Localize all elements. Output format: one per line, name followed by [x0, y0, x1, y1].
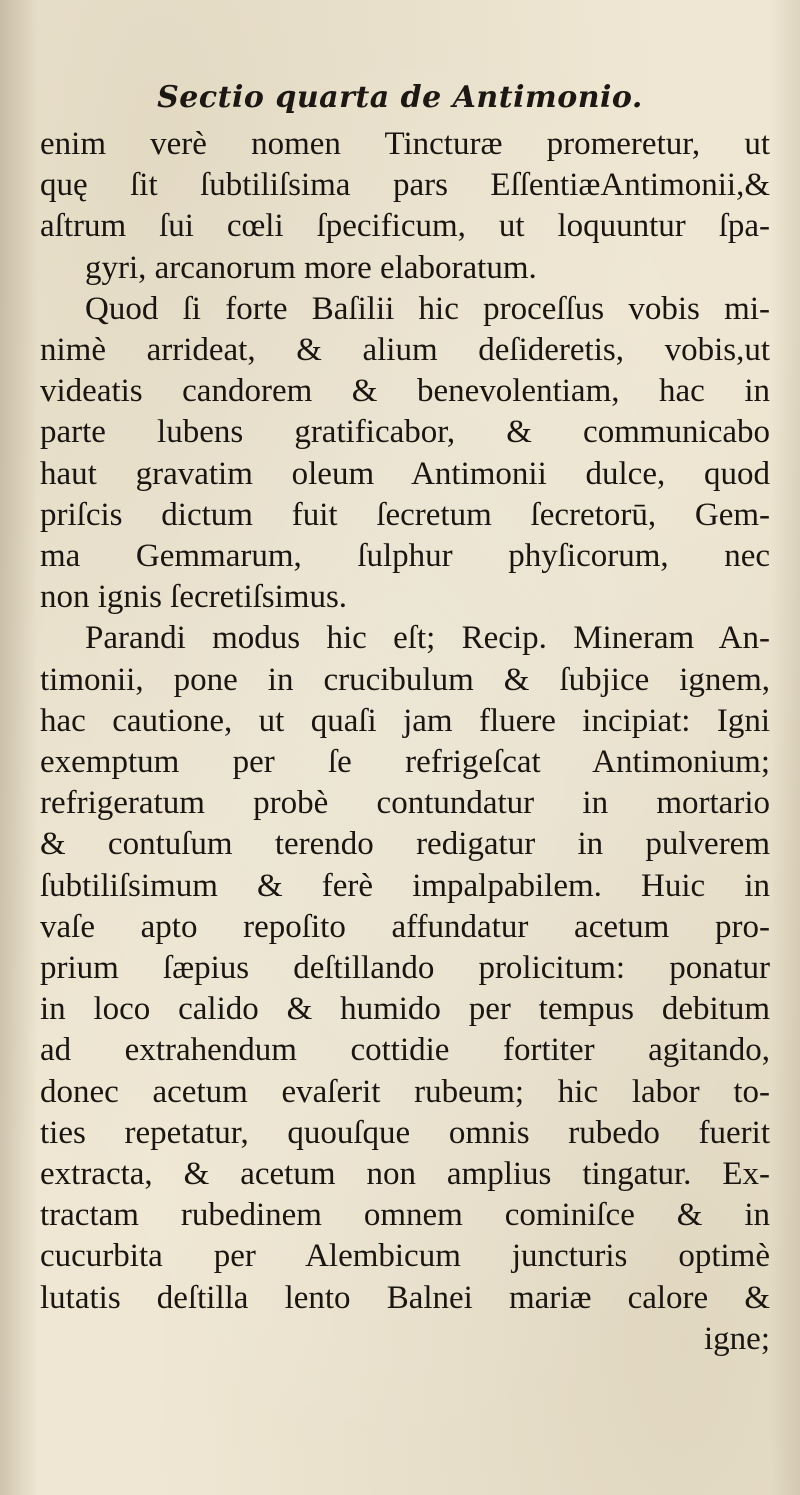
- text-line: & contuſum terendo redigatur in pulverem: [40, 826, 770, 863]
- text-line: haut gravatim oleum Antimonii dulce, quod: [40, 455, 770, 492]
- text-line: ties repetatur, quouſque omnis rubedo fuerit: [40, 1114, 770, 1151]
- text-line: tractam rubedinem omnem cominiſce & in: [40, 1197, 770, 1234]
- text-line: prium ſæpius deſtillando prolicitum: ponatur: [40, 950, 770, 987]
- text-line: donec acetum evaſerit rubeum; hic labor to-: [40, 1073, 770, 1110]
- text-line: ſubtiliſsimum & ferè impalpabilem. Huic in: [40, 867, 770, 904]
- text-line: priſcis dictum fuit ſecretum ſecretorū, Gem-: [40, 496, 770, 533]
- text-line: parte lubens gratificabor, & communicabo: [40, 414, 770, 451]
- text-line: enim verè nomen Tincturæ promeretur, ut: [40, 126, 770, 162]
- page-edge-shadow-right: [770, 0, 800, 1495]
- text-line: cucurbita per Alembicum juncturis optimè: [40, 1238, 770, 1275]
- text-line: timonii, pone in crucibulum & ſubjice ignem,: [40, 661, 770, 698]
- text-line: non ignis ſecretiſsimus.: [40, 579, 348, 616]
- text-line: videatis candorem & benevolentiam, hac in: [40, 373, 770, 410]
- text-line: quę ſit ſubtiliſsima pars EſſentiæAntimonii,&: [40, 167, 770, 204]
- text-line: nimè arrideat, & alium deſideretis, vobis,ut: [40, 332, 770, 369]
- text-line: vaſe apto repoſito affundatur acetum pro-: [40, 908, 770, 945]
- text-line: lutatis deſtilla lento Balnei mariæ calore &: [40, 1279, 770, 1316]
- catchword: igne;: [704, 1320, 770, 1357]
- text-line: extracta, & acetum non amplius tingatur. Ex-: [40, 1156, 770, 1193]
- text-line: in loco calido & humido per tempus debitum: [40, 991, 770, 1028]
- text-line: refrigeratum probè contundatur in mortario: [40, 785, 770, 822]
- page-edge-shadow-left: [0, 0, 38, 1495]
- text-line: ad extrahendum cottidie fortiter agitando,: [40, 1032, 770, 1069]
- text-line: gyri, arcanorum more elaboratum.: [85, 249, 537, 286]
- text-line: hac cautione, ut quaſi jam fluere incipiat: Igni: [40, 702, 770, 739]
- paragraph-start-line: Quod ſi forte Baſilii hic proceſſus vobis mi-: [85, 290, 770, 327]
- text-line: exemptum per ſe refrigeſcat Antimonium;: [40, 744, 770, 781]
- running-head: Sectio quarta de Antimonio.: [157, 80, 643, 115]
- body-text: [40, 124, 770, 1360]
- paragraph-start-line: Parandi modus hic eſt; Recip. Mineram An-: [85, 620, 770, 657]
- text-line: aſtrum ſui cœli ſpecificum, ut loquuntur ſpa-: [40, 208, 770, 245]
- text-line: ma Gemmarum, ſulphur phyſicorum, nec: [40, 538, 770, 575]
